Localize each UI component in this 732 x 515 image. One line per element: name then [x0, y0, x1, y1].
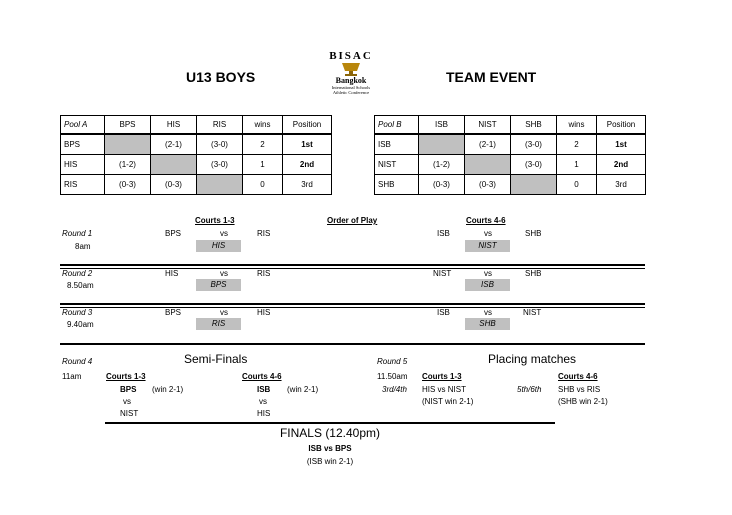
- pool-a-col: HIS: [151, 116, 197, 135]
- wins-cell: 2: [243, 134, 283, 155]
- logo-text: BISAC: [329, 50, 373, 62]
- match-team: SHB: [525, 269, 542, 278]
- position-cell: 2nd: [597, 155, 646, 175]
- round-time: 8am: [75, 242, 91, 251]
- courts-4-6-heading: Courts 4-6: [242, 372, 282, 381]
- logo-sub1: International Schools: [331, 85, 371, 90]
- match-team: BPS: [165, 229, 182, 238]
- match-team: BPS: [165, 308, 182, 317]
- match-team: NIST: [433, 269, 452, 278]
- match-team: ISB: [437, 229, 450, 238]
- left-title: U13 BOYS: [186, 69, 256, 85]
- table-row: [61, 134, 332, 155]
- self-match-cell: [197, 175, 243, 195]
- match-team: RIS: [257, 229, 271, 238]
- self-match-cell: [419, 134, 465, 155]
- pool-b-col: Position: [597, 116, 646, 135]
- placing-label: 5th/6th: [517, 385, 542, 394]
- placing-match: HIS vs NIST: [422, 385, 467, 394]
- divider: [60, 268, 645, 269]
- logo-name: Bangkok: [335, 76, 367, 85]
- finals-match: ISB vs BPS: [308, 444, 352, 453]
- score-cell: (2-1): [465, 134, 511, 155]
- bisac-logo: [318, 50, 384, 95]
- pool-b-col: SHB: [511, 116, 557, 135]
- team-name: SHB: [375, 175, 419, 195]
- pool-a-label: Pool A: [61, 116, 105, 135]
- match-result: (win 2-1): [152, 385, 184, 394]
- team-name: HIS: [61, 155, 105, 175]
- courts-1-3-heading: Courts 1-3: [106, 372, 146, 381]
- pool-b-col: ISB: [419, 116, 465, 135]
- round-label: Round 2: [62, 269, 93, 278]
- courts-1-3-heading: Courts 1-3: [422, 372, 462, 381]
- divider: [60, 307, 645, 308]
- position-cell: 2nd: [283, 155, 332, 175]
- team-name: BPS: [61, 134, 105, 155]
- round-label: Round 4: [62, 357, 93, 366]
- courts-1-3-heading: Courts 1-3: [195, 216, 235, 225]
- pool-a-col: RIS: [197, 116, 243, 135]
- self-match-cell: [511, 175, 557, 195]
- placing-label: 3rd/4th: [382, 385, 407, 394]
- referee-box: NIST: [465, 240, 510, 252]
- match-team: NIST: [120, 409, 139, 418]
- score-cell: (3-0): [511, 155, 557, 175]
- table-row: [375, 175, 646, 195]
- score-cell: (3-0): [197, 155, 243, 175]
- table-row: [61, 155, 332, 175]
- match-team: HIS: [165, 269, 179, 278]
- position-cell: 3rd: [597, 175, 646, 195]
- divider: [60, 343, 645, 345]
- wins-cell: 1: [557, 155, 597, 175]
- self-match-cell: [151, 155, 197, 175]
- table-row: [375, 134, 646, 155]
- divider: [60, 264, 645, 266]
- courts-4-6-heading: Courts 4-6: [558, 372, 598, 381]
- match-team: BPS: [120, 385, 137, 394]
- vs-label: vs: [220, 308, 228, 317]
- match-team: HIS: [257, 409, 271, 418]
- trophy-icon: [336, 62, 366, 76]
- pool-a-header-row: [61, 116, 332, 135]
- match-result: (win 2-1): [287, 385, 319, 394]
- placing-matches-title: Placing matches: [488, 352, 577, 366]
- score-cell: (0-3): [105, 175, 151, 195]
- right-title: TEAM EVENT: [446, 69, 537, 85]
- match-result: (NIST win 2-1): [422, 397, 474, 406]
- round-time: 11am: [62, 372, 82, 381]
- score-cell: (0-3): [419, 175, 465, 195]
- match-result: (SHB win 2-1): [558, 397, 608, 406]
- score-cell: (2-1): [151, 134, 197, 155]
- match-team: HIS: [257, 308, 271, 317]
- round-time: 11.50am: [377, 372, 408, 381]
- divider: [60, 303, 645, 305]
- score-cell: (1-2): [419, 155, 465, 175]
- pool-a-col: BPS: [105, 116, 151, 135]
- match-team: ISB: [437, 308, 450, 317]
- score-cell: (0-3): [151, 175, 197, 195]
- vs-label: vs: [123, 397, 131, 406]
- pool-a-col: wins: [243, 116, 283, 135]
- match-team: ISB: [257, 385, 271, 394]
- position-cell: 1st: [283, 134, 332, 155]
- pool-b-col: wins: [557, 116, 597, 135]
- referee-box: SHB: [465, 318, 510, 330]
- order-of-play-title: Order of Play: [327, 216, 378, 225]
- team-name: ISB: [375, 134, 419, 155]
- team-name: NIST: [375, 155, 419, 175]
- score-cell: (3-0): [197, 134, 243, 155]
- score-cell: (1-2): [105, 155, 151, 175]
- self-match-cell: [465, 155, 511, 175]
- vs-label: vs: [259, 397, 267, 406]
- finals-result: (ISB win 2-1): [306, 457, 354, 466]
- wins-cell: 0: [557, 175, 597, 195]
- finals-divider: [105, 422, 555, 424]
- finals-title: FINALS (12.40pm): [279, 426, 381, 440]
- semi-finals-title: Semi-Finals: [184, 352, 248, 366]
- referee-box: RIS: [196, 318, 241, 330]
- vs-label: vs: [484, 229, 492, 238]
- placing-match: SHB vs RIS: [558, 385, 601, 394]
- match-team: NIST: [523, 308, 542, 317]
- referee-box: HIS: [196, 240, 241, 252]
- pool-a-col: Position: [283, 116, 332, 135]
- round-label: Round 1: [62, 229, 93, 238]
- match-team: RIS: [257, 269, 271, 278]
- courts-4-6-heading: Courts 4-6: [466, 216, 506, 225]
- vs-label: vs: [220, 229, 228, 238]
- pool-b-label: Pool B: [375, 116, 419, 135]
- position-cell: 1st: [597, 134, 646, 155]
- vs-label: vs: [220, 269, 228, 278]
- round-time: 8.50am: [67, 281, 94, 290]
- team-name: RIS: [61, 175, 105, 195]
- table-row: [61, 175, 332, 195]
- pool-b-col: NIST: [465, 116, 511, 135]
- table-row: [375, 155, 646, 175]
- position-cell: 3rd: [283, 175, 332, 195]
- match-team: SHB: [525, 229, 542, 238]
- referee-box: BPS: [196, 279, 241, 291]
- vs-label: vs: [484, 308, 492, 317]
- wins-cell: 1: [243, 155, 283, 175]
- pool-a-table: [60, 115, 332, 195]
- round-label: Round 5: [377, 357, 408, 366]
- round-label: Round 3: [62, 308, 93, 317]
- wins-cell: 0: [243, 175, 283, 195]
- pool-b-table: [374, 115, 646, 195]
- vs-label: vs: [484, 269, 492, 278]
- referee-box: ISB: [465, 279, 510, 291]
- pool-b-header-row: [375, 116, 646, 135]
- score-cell: (0-3): [465, 175, 511, 195]
- self-match-cell: [105, 134, 151, 155]
- logo-sub2: Athletic Conference: [332, 90, 370, 95]
- round-time: 9.40am: [67, 320, 94, 329]
- score-cell: (3-0): [511, 134, 557, 155]
- wins-cell: 2: [557, 134, 597, 155]
